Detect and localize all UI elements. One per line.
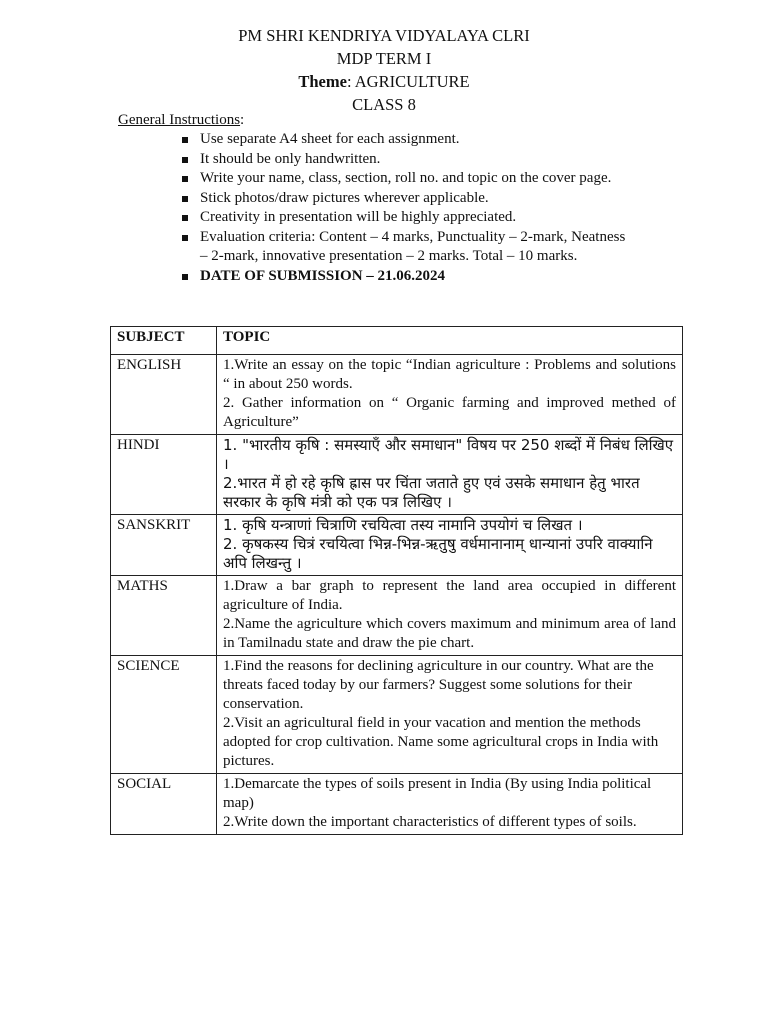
instruction-text: Creativity in presentation will be highly appreciated. bbox=[200, 209, 517, 225]
instruction-item bbox=[200, 189, 678, 209]
subject-topic-table bbox=[110, 326, 683, 835]
subject-cell: SANSKRIT bbox=[111, 515, 217, 576]
topic-text: 1. कृषि यन्त्राणां चित्राणि रचयित्वा तस्य नामानि उपयोगं च लिखत । bbox=[223, 516, 583, 534]
subject-cell: MATHS bbox=[111, 576, 217, 656]
subject-cell: SOCIAL bbox=[111, 774, 217, 835]
topic-cell bbox=[217, 774, 683, 835]
table-header-row bbox=[111, 327, 683, 355]
topic-text: 1.Write an essay on the topic “Indian agriculture : Problems and solutions “ in about 250 words. bbox=[223, 357, 676, 392]
instructions-colon: : bbox=[240, 112, 245, 128]
table-row bbox=[111, 656, 683, 774]
instruction-item bbox=[200, 130, 678, 150]
instruction-item bbox=[200, 150, 678, 170]
table-row bbox=[111, 515, 683, 576]
instructions-list bbox=[118, 130, 678, 286]
table-row bbox=[111, 355, 683, 435]
bullet-icon bbox=[182, 215, 188, 221]
instruction-item bbox=[200, 208, 678, 228]
topic-text: 1. "भारतीय कृषि : समस्याएँ और समाधान" विषय पर 250 शब्दों में निबंध लिखिए । bbox=[223, 436, 674, 473]
bullet-icon bbox=[182, 176, 188, 182]
general-instructions bbox=[118, 110, 678, 286]
term-title: MDP TERM I bbox=[336, 49, 432, 68]
instruction-item-submission-date bbox=[200, 267, 678, 287]
instructions-heading bbox=[118, 110, 678, 130]
topic-cell bbox=[217, 515, 683, 576]
theme-line bbox=[0, 70, 768, 93]
class-title: CLASS 8 bbox=[352, 95, 416, 114]
topic-text: 2.भारत में हो रहे कृषि ह्रास पर चिंता जताते हुए एवं उसके समाधान हेतु भारत सरकार के कृषि मंत्री को एक पत्र लिखिए । bbox=[223, 474, 640, 511]
topic-cell bbox=[217, 355, 683, 435]
instructions-title: General Instructions bbox=[118, 112, 241, 128]
instruction-text: Evaluation criteria: Content – 4 marks, Punctuality – 2-mark, Neatness – 2-mark, innovative presentation – 2 marks. Total – 10 marks. bbox=[200, 228, 626, 264]
theme-label: Theme bbox=[298, 72, 347, 91]
school-name: PM SHRI KENDRIYA VIDYALAYA CLRI bbox=[238, 26, 530, 45]
topic-text: 2.Name the agriculture which covers maximum and minimum area of land in Tamilnadu state and draw the pie chart. bbox=[223, 616, 676, 651]
topic-text: 2. कृषकस्य चित्रं रचयित्वा भिन्न-भिन्न-ऋतुषु वर्धमानानाम् धान्यानां उपरि वाक्यानि अपि लिखन्तु । bbox=[223, 535, 653, 572]
subject-cell: ENGLISH bbox=[111, 355, 217, 435]
table-row bbox=[111, 576, 683, 656]
subject-cell: HINDI bbox=[111, 435, 217, 515]
bullet-icon bbox=[182, 137, 188, 143]
topic-cell bbox=[217, 576, 683, 656]
topic-text: 2.Visit an agricultural field in your vacation and mention the methods adopted for crop cultivation. Name some agricultural crops in India with pictures. bbox=[223, 715, 659, 769]
theme-value: : AGRICULTURE bbox=[346, 72, 470, 91]
column-header-topic: TOPIC bbox=[217, 327, 683, 355]
topic-cell bbox=[217, 435, 683, 515]
document-header bbox=[0, 24, 768, 116]
instruction-text: It should be only handwritten. bbox=[200, 150, 381, 167]
table-row bbox=[111, 774, 683, 835]
bullet-icon bbox=[182, 235, 188, 241]
instruction-text: Write your name, class, section, roll no. and topic on the cover page. bbox=[200, 170, 612, 186]
topic-text: 1.Find the reasons for declining agriculture in our country. What are the threats faced today by our farmers? Suggest some solutions for their conservation. bbox=[223, 658, 654, 712]
bullet-icon bbox=[182, 157, 188, 163]
column-header-subject: SUBJECT bbox=[111, 327, 217, 355]
bullet-icon bbox=[182, 196, 188, 202]
instruction-item bbox=[200, 228, 678, 267]
topic-text: 2.Write down the important characteristics of different types of soils. bbox=[223, 814, 637, 830]
instruction-item bbox=[200, 169, 678, 189]
topic-text: 1.Draw a bar graph to represent the land area occupied in different agriculture of India. bbox=[223, 578, 676, 613]
bullet-icon bbox=[182, 274, 188, 280]
instruction-text: Use separate A4 sheet for each assignment. bbox=[200, 131, 460, 147]
topic-text: 2. Gather information on “ Organic farming and improved methed of Agriculture” bbox=[223, 395, 676, 430]
subject-cell: SCIENCE bbox=[111, 656, 217, 774]
instruction-text: Stick photos/draw pictures wherever applicable. bbox=[200, 189, 489, 206]
topic-cell bbox=[217, 656, 683, 774]
table-row bbox=[111, 435, 683, 515]
topic-text: 1.Demarcate the types of soils present in India (By using India political map) bbox=[223, 776, 652, 811]
submission-date-text: DATE OF SUBMISSION – 21.06.2024 bbox=[200, 267, 446, 284]
